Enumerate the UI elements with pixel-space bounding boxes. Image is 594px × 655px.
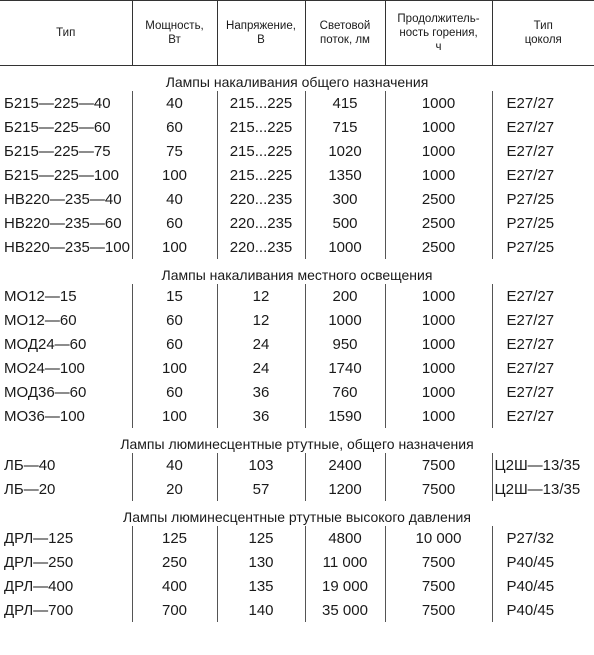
cell-life: 10 000	[385, 526, 492, 550]
cell-life: 7500	[385, 477, 492, 501]
header-voltage	[217, 1, 305, 66]
cell-voltage: 103	[217, 453, 305, 477]
cell-life: 1000	[385, 91, 492, 115]
cell-power: 100	[132, 235, 217, 259]
cell-voltage: 220...235	[217, 235, 305, 259]
table-row	[0, 404, 594, 428]
cell-flux: 4800	[305, 526, 385, 550]
cell-flux: 715	[305, 115, 385, 139]
cell-life: 2500	[385, 187, 492, 211]
cell-flux: 500	[305, 211, 385, 235]
cell-power: 100	[132, 163, 217, 187]
cell-power: 700	[132, 598, 217, 622]
cell-base: Р27/25	[492, 235, 594, 259]
cell-base: Ц2Ш—13/35	[492, 453, 594, 477]
cell-power: 60	[132, 211, 217, 235]
cell-type: Б215—225—40	[4, 94, 111, 112]
cell-power: 60	[132, 380, 217, 404]
table-row	[0, 115, 594, 139]
table-row	[0, 526, 594, 550]
cell-life: 7500	[385, 453, 492, 477]
header-flux-line1: Световой	[319, 20, 371, 32]
cell-type: ДРЛ—400	[4, 577, 74, 595]
table-row	[0, 598, 594, 622]
header-life-line3: ч	[435, 41, 442, 53]
cell-voltage: 215...225	[217, 91, 305, 115]
cell-base: Р40/45	[492, 574, 594, 598]
cell-voltage: 57	[217, 477, 305, 501]
cell-voltage: 135	[217, 574, 305, 598]
cell-life: 1000	[385, 404, 492, 428]
cell-type: ЛБ—40	[4, 456, 56, 474]
cell-base: Е27/27	[492, 308, 594, 332]
cell-voltage: 125	[217, 526, 305, 550]
cell-base: Р40/45	[492, 550, 594, 574]
cell-life: 1000	[385, 139, 492, 163]
cell-power: 60	[132, 308, 217, 332]
cell-voltage: 24	[217, 332, 305, 356]
cell-base: Р40/45	[492, 598, 594, 622]
header-type-label: Тип	[56, 27, 76, 39]
cell-voltage: 12	[217, 308, 305, 332]
cell-type: Б215—225—100	[4, 166, 119, 184]
section-header-row	[0, 428, 594, 453]
cell-type: ДРЛ—700	[4, 601, 74, 619]
cell-power: 250	[132, 550, 217, 574]
header-life	[385, 1, 492, 66]
cell-life: 7500	[385, 598, 492, 622]
cell-type: НВ220—235—60	[4, 214, 122, 232]
cell-voltage: 220...235	[217, 211, 305, 235]
cell-base: Е27/27	[492, 356, 594, 380]
table-header	[0, 1, 594, 66]
table-row	[0, 211, 594, 235]
cell-power: 400	[132, 574, 217, 598]
header-life-line2: ность горения,	[399, 27, 478, 39]
cell-type: НВ220—235—40	[4, 190, 122, 208]
table-row	[0, 163, 594, 187]
header-power	[132, 1, 217, 66]
cell-flux: 300	[305, 187, 385, 211]
cell-type: ДРЛ—125	[4, 529, 74, 547]
cell-flux: 1350	[305, 163, 385, 187]
cell-voltage: 36	[217, 404, 305, 428]
cell-life: 1000	[385, 308, 492, 332]
cell-life: 1000	[385, 356, 492, 380]
cell-flux: 950	[305, 332, 385, 356]
cell-flux: 19 000	[305, 574, 385, 598]
cell-power: 125	[132, 526, 217, 550]
cell-flux: 1000	[305, 235, 385, 259]
header-power-line2: Вт	[168, 34, 181, 46]
cell-type: МО24—100	[4, 359, 85, 377]
cell-flux: 1740	[305, 356, 385, 380]
header-base	[492, 1, 594, 66]
header-voltage-line2: В	[257, 34, 265, 46]
header-flux-line2: поток, лм	[320, 34, 370, 46]
cell-type: МОД36—60	[4, 383, 87, 401]
cell-base: Е27/27	[492, 115, 594, 139]
cell-base: Е27/27	[492, 380, 594, 404]
header-voltage-line1: Напряжение,	[226, 20, 296, 32]
cell-type: ЛБ—20	[4, 480, 56, 498]
cell-base: Е27/27	[492, 284, 594, 308]
cell-power: 40	[132, 91, 217, 115]
cell-flux: 200	[305, 284, 385, 308]
cell-flux: 415	[305, 91, 385, 115]
cell-base: Е27/27	[492, 332, 594, 356]
table-row	[0, 187, 594, 211]
table-row	[0, 453, 594, 477]
cell-type: МО36—100	[4, 407, 85, 425]
cell-life: 1000	[385, 380, 492, 404]
cell-type: МОД24—60	[4, 335, 87, 353]
cell-power: 60	[132, 115, 217, 139]
header-type	[0, 1, 132, 66]
table-row	[0, 235, 594, 259]
header-flux	[305, 1, 385, 66]
cell-power: 15	[132, 284, 217, 308]
section-header-row	[0, 66, 594, 92]
cell-power: 40	[132, 187, 217, 211]
cell-base: Р27/25	[492, 211, 594, 235]
table-row	[0, 284, 594, 308]
cell-life: 1000	[385, 115, 492, 139]
cell-base: Е27/27	[492, 139, 594, 163]
cell-flux: 1200	[305, 477, 385, 501]
cell-type: Б215—225—75	[4, 142, 111, 160]
cell-flux: 1000	[305, 308, 385, 332]
section-title: Лампы люминесцентные ртутные, общего назначения	[120, 436, 474, 452]
cell-life: 7500	[385, 550, 492, 574]
section-title: Лампы люминесцентные ртутные высокого давления	[123, 509, 471, 525]
cell-type: МО12—15	[4, 287, 77, 305]
cell-flux: 760	[305, 380, 385, 404]
cell-voltage: 36	[217, 380, 305, 404]
cell-voltage: 140	[217, 598, 305, 622]
cell-base: Р27/32	[492, 526, 594, 550]
cell-type: МО12—60	[4, 311, 77, 329]
cell-flux: 1590	[305, 404, 385, 428]
table-body	[0, 66, 594, 623]
cell-base: Р27/25	[492, 187, 594, 211]
cell-base: Ц2Ш—13/35	[492, 477, 594, 501]
cell-flux: 2400	[305, 453, 385, 477]
cell-voltage: 215...225	[217, 163, 305, 187]
cell-life: 2500	[385, 211, 492, 235]
header-power-line1: Мощность,	[145, 20, 204, 32]
table-row	[0, 332, 594, 356]
cell-flux: 1020	[305, 139, 385, 163]
cell-type: ДРЛ—250	[4, 553, 74, 571]
table-row	[0, 139, 594, 163]
cell-voltage: 24	[217, 356, 305, 380]
cell-life: 7500	[385, 574, 492, 598]
cell-life: 1000	[385, 332, 492, 356]
cell-type: НВ220—235—100	[4, 238, 130, 256]
cell-voltage: 220...235	[217, 187, 305, 211]
cell-base: Е27/27	[492, 404, 594, 428]
cell-base: Е27/27	[492, 91, 594, 115]
cell-power: 75	[132, 139, 217, 163]
table-row	[0, 380, 594, 404]
cell-voltage: 12	[217, 284, 305, 308]
cell-power: 100	[132, 404, 217, 428]
cell-voltage: 215...225	[217, 115, 305, 139]
table-row	[0, 356, 594, 380]
table-row	[0, 550, 594, 574]
cell-power: 100	[132, 356, 217, 380]
header-base-line2: цоколя	[524, 34, 562, 46]
header-base-line1: Тип	[533, 20, 553, 32]
section-title: Лампы накаливания местного освещения	[161, 267, 433, 283]
table-row	[0, 308, 594, 332]
section-header-row	[0, 501, 594, 526]
cell-type: Б215—225—60	[4, 118, 111, 136]
cell-flux: 11 000	[305, 550, 385, 574]
cell-power: 60	[132, 332, 217, 356]
cell-life: 1000	[385, 284, 492, 308]
cell-power: 20	[132, 477, 217, 501]
cell-life: 1000	[385, 163, 492, 187]
table-row	[0, 574, 594, 598]
cell-voltage: 130	[217, 550, 305, 574]
cell-life: 2500	[385, 235, 492, 259]
table-row	[0, 91, 594, 115]
section-header-row	[0, 259, 594, 284]
cell-voltage: 215...225	[217, 139, 305, 163]
cell-flux: 35 000	[305, 598, 385, 622]
cell-power: 40	[132, 453, 217, 477]
cell-base: Е27/27	[492, 163, 594, 187]
table-row	[0, 477, 594, 501]
section-title: Лампы накаливания общего назначения	[0, 66, 594, 92]
header-life-line1: Продолжитель-	[397, 13, 480, 25]
